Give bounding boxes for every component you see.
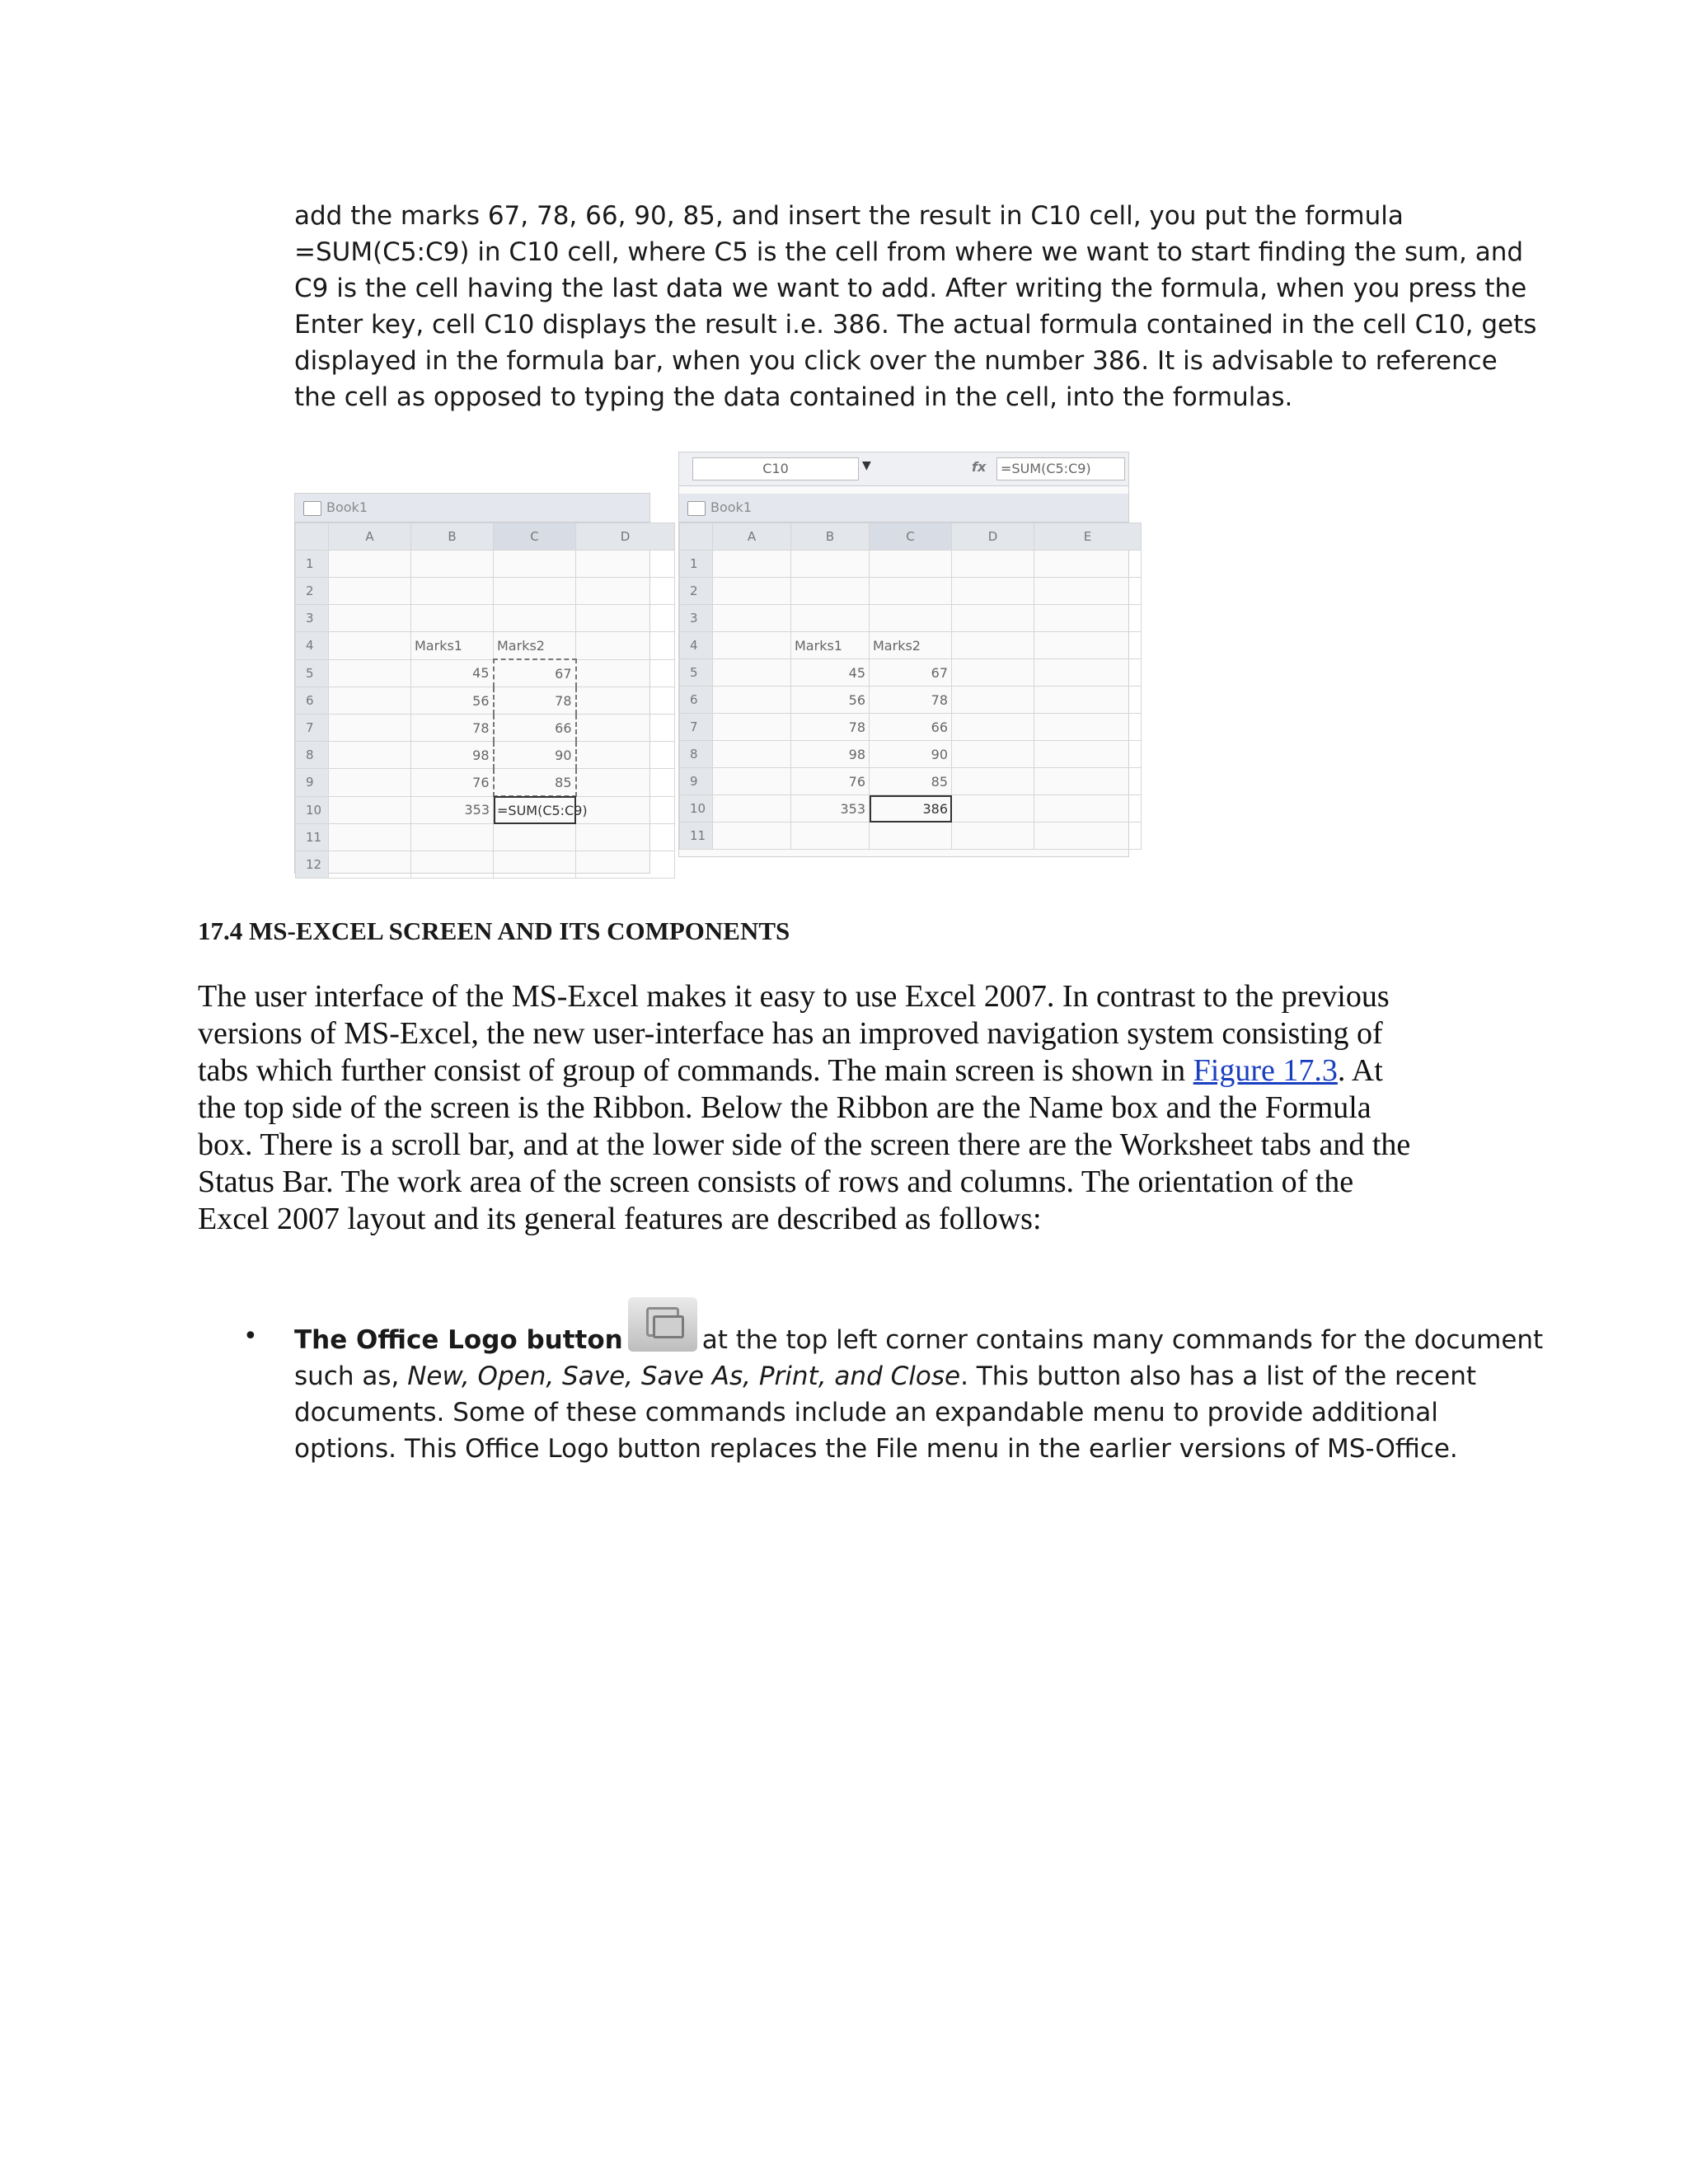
row-header[interactable]: 11 bbox=[680, 823, 713, 850]
cell[interactable] bbox=[791, 551, 870, 578]
body-text: tabs which further consist of group of commands. The main screen is shown in bbox=[198, 1053, 1193, 1088]
cell[interactable] bbox=[952, 687, 1034, 714]
cell[interactable] bbox=[713, 551, 791, 578]
cell[interactable]: 45 bbox=[791, 659, 870, 687]
cell[interactable] bbox=[576, 632, 675, 660]
cell[interactable] bbox=[411, 824, 494, 851]
cell[interactable] bbox=[576, 851, 675, 879]
bullet-text: . This button also has a list of the recent bbox=[960, 1361, 1477, 1391]
row-header[interactable]: 3 bbox=[680, 605, 713, 632]
cell[interactable] bbox=[1034, 687, 1142, 714]
cell[interactable]: 45 bbox=[411, 659, 494, 687]
select-all-corner[interactable] bbox=[296, 523, 329, 551]
row-header[interactable]: 8 bbox=[680, 741, 713, 768]
cell[interactable] bbox=[1034, 551, 1142, 578]
cell[interactable] bbox=[952, 714, 1034, 741]
cell[interactable] bbox=[1034, 578, 1142, 605]
cell[interactable] bbox=[952, 578, 1034, 605]
row-header[interactable]: 3 bbox=[296, 605, 329, 632]
cell[interactable]: 353 bbox=[791, 795, 870, 823]
workbook-title: Book1 bbox=[326, 499, 368, 515]
cell[interactable] bbox=[952, 768, 1034, 795]
cell[interactable]: 67 bbox=[494, 659, 576, 687]
intro-line: C9 is the cell having the last data we want to add. After writing the formula, when you press the bbox=[294, 274, 1527, 303]
cell[interactable] bbox=[576, 659, 675, 687]
column-header[interactable]: B bbox=[411, 523, 494, 551]
row-header[interactable]: 10 bbox=[296, 796, 329, 824]
workbook-icon bbox=[303, 501, 321, 516]
spreadsheet-figure-right bbox=[678, 452, 1129, 857]
cell[interactable] bbox=[494, 578, 576, 605]
cell[interactable] bbox=[870, 823, 952, 850]
cell[interactable]: Marks1 bbox=[411, 632, 494, 660]
office-logo-icon bbox=[628, 1297, 697, 1352]
cell[interactable] bbox=[576, 578, 675, 605]
row-header[interactable]: 9 bbox=[680, 768, 713, 795]
cell[interactable] bbox=[329, 605, 411, 632]
cell[interactable] bbox=[329, 851, 411, 879]
workbook-title: Book1 bbox=[710, 499, 752, 515]
cell[interactable] bbox=[576, 605, 675, 632]
cell[interactable] bbox=[494, 851, 576, 879]
worksheet-grid bbox=[295, 523, 675, 879]
cell[interactable] bbox=[952, 795, 1034, 823]
body-line: box. There is a scroll bar, and at the lower side of the screen there are the Worksheet tabs and the bbox=[198, 1127, 1411, 1162]
bullet-text: at the top left corner contains many commands for the document bbox=[701, 1325, 1544, 1355]
worksheet-grid bbox=[679, 523, 1142, 850]
row-header[interactable]: 9 bbox=[296, 769, 329, 797]
cell[interactable] bbox=[713, 823, 791, 850]
cell[interactable] bbox=[576, 551, 675, 578]
active-cell[interactable]: =SUM(C5:C9) bbox=[494, 796, 576, 824]
cell[interactable]: 76 bbox=[411, 769, 494, 797]
figure-link[interactable]: Figure 17.3 bbox=[1193, 1053, 1338, 1088]
cell[interactable] bbox=[791, 605, 870, 632]
cell[interactable] bbox=[411, 551, 494, 578]
cell[interactable] bbox=[713, 632, 791, 659]
intro-line: the cell as opposed to typing the data contained in the cell, into the formulas. bbox=[294, 382, 1293, 412]
cell[interactable] bbox=[791, 823, 870, 850]
cell[interactable]: Marks1 bbox=[791, 632, 870, 659]
cell[interactable] bbox=[952, 605, 1034, 632]
cell[interactable] bbox=[329, 659, 411, 687]
bullet-term: The Office Logo button bbox=[294, 1325, 623, 1355]
column-header[interactable]: D bbox=[576, 523, 675, 551]
name-box[interactable]: C10 bbox=[692, 457, 859, 480]
column-header[interactable]: A bbox=[329, 523, 411, 551]
cell[interactable]: 353 bbox=[411, 796, 494, 824]
workbook-titlebar bbox=[679, 494, 1128, 523]
cell[interactable] bbox=[1034, 632, 1142, 659]
cell[interactable] bbox=[494, 605, 576, 632]
column-header[interactable]: C bbox=[494, 523, 576, 551]
cell[interactable] bbox=[329, 769, 411, 797]
cell[interactable]: 78 bbox=[791, 714, 870, 741]
cell[interactable] bbox=[952, 741, 1034, 768]
cell[interactable] bbox=[713, 714, 791, 741]
cell[interactable] bbox=[1034, 659, 1142, 687]
cell[interactable] bbox=[713, 687, 791, 714]
cell[interactable] bbox=[329, 715, 411, 742]
cell[interactable] bbox=[329, 687, 411, 715]
row-header[interactable]: 2 bbox=[680, 578, 713, 605]
bullet-line bbox=[294, 1319, 1544, 1358]
insert-function-icon[interactable]: fx bbox=[972, 459, 987, 475]
cell[interactable] bbox=[576, 715, 675, 742]
cell[interactable] bbox=[713, 605, 791, 632]
body-line: The user interface of the MS-Excel makes it easy to use Excel 2007. In contrast to the previous bbox=[198, 979, 1390, 1014]
cell[interactable] bbox=[791, 578, 870, 605]
row-header[interactable]: 12 bbox=[296, 851, 329, 879]
cell[interactable] bbox=[411, 578, 494, 605]
workbook-titlebar bbox=[295, 494, 649, 523]
column-header[interactable]: B bbox=[791, 523, 870, 551]
cell[interactable] bbox=[494, 824, 576, 851]
cell[interactable]: Marks2 bbox=[870, 632, 952, 659]
select-all-corner[interactable] bbox=[680, 523, 713, 551]
command-list: New, Open, Save, Save As, Print, and Close bbox=[407, 1361, 961, 1391]
cell[interactable] bbox=[870, 578, 952, 605]
cell[interactable] bbox=[713, 795, 791, 823]
bullet-line: options. This Office Logo button replaces the File menu in the earlier versions of MS-Office. bbox=[294, 1434, 1458, 1464]
row-header[interactable]: 10 bbox=[680, 795, 713, 823]
row-header[interactable]: 1 bbox=[680, 551, 713, 578]
cell[interactable]: 78 bbox=[494, 687, 576, 715]
cell[interactable] bbox=[1034, 795, 1142, 823]
intro-line: displayed in the formula bar, when you click over the number 386. It is advisable to reference bbox=[294, 346, 1498, 376]
row-header[interactable]: 7 bbox=[296, 715, 329, 742]
intro-line: =SUM(C5:C9) in C10 cell, where C5 is the cell from where we want to start finding the sum, and bbox=[294, 237, 1524, 267]
cell[interactable] bbox=[1034, 823, 1142, 850]
cell[interactable] bbox=[952, 551, 1034, 578]
cell[interactable]: 67 bbox=[870, 659, 952, 687]
cell[interactable] bbox=[1034, 768, 1142, 795]
column-header[interactable]: D bbox=[952, 523, 1034, 551]
section-heading: 17.4 MS-EXCEL SCREEN AND ITS COMPONENTS bbox=[198, 916, 790, 945]
cell[interactable] bbox=[329, 796, 411, 824]
cell[interactable] bbox=[713, 659, 791, 687]
cell[interactable] bbox=[713, 741, 791, 768]
cell[interactable] bbox=[1034, 741, 1142, 768]
cell[interactable] bbox=[329, 824, 411, 851]
body-line: Status Bar. The work area of the screen consists of rows and columns. The orientation of the bbox=[198, 1165, 1354, 1199]
cell[interactable]: 90 bbox=[870, 741, 952, 768]
formula-bar bbox=[679, 452, 1128, 486]
formula-input[interactable]: =SUM(C5:C9) bbox=[996, 457, 1125, 480]
cell[interactable] bbox=[576, 769, 675, 797]
body-line: Excel 2007 layout and its general features are described as follows: bbox=[198, 1202, 1042, 1236]
column-header[interactable]: C bbox=[870, 523, 952, 551]
bullet-marker: • bbox=[243, 1322, 258, 1351]
row-header[interactable]: 5 bbox=[680, 659, 713, 687]
cell[interactable]: 98 bbox=[791, 741, 870, 768]
row-header[interactable]: 4 bbox=[680, 632, 713, 659]
intro-line: Enter key, cell C10 displays the result i.e. 386. The actual formula contained in the cell C10, gets bbox=[294, 310, 1537, 340]
bullet-line bbox=[294, 1358, 1481, 1394]
body-line: the top side of the screen is the Ribbon. Below the Ribbon are the Name box and the Formula bbox=[198, 1090, 1372, 1125]
cell[interactable]: 85 bbox=[870, 768, 952, 795]
cell[interactable]: 56 bbox=[411, 687, 494, 715]
cell[interactable]: 98 bbox=[411, 742, 494, 769]
body-text: . At bbox=[1337, 1053, 1383, 1088]
cell[interactable]: 78 bbox=[870, 687, 952, 714]
active-cell[interactable]: 386 bbox=[870, 795, 952, 823]
body-line bbox=[198, 1052, 1500, 1090]
cell[interactable] bbox=[329, 742, 411, 769]
chevron-down-icon[interactable]: ▼ bbox=[862, 459, 871, 472]
row-header[interactable]: 2 bbox=[296, 578, 329, 605]
bullet-item bbox=[243, 1319, 1544, 1467]
cell[interactable] bbox=[329, 632, 411, 660]
cell[interactable] bbox=[576, 796, 675, 824]
cell[interactable] bbox=[870, 605, 952, 632]
spreadsheet-figure-left bbox=[294, 493, 650, 874]
cell[interactable] bbox=[329, 578, 411, 605]
cell[interactable]: 85 bbox=[494, 769, 576, 797]
cell[interactable]: Marks2 bbox=[494, 632, 576, 660]
row-header[interactable]: 5 bbox=[296, 659, 329, 687]
intro-line: add the marks 67, 78, 66, 90, 85, and insert the result in C10 cell, you put the formula bbox=[294, 201, 1404, 231]
cell[interactable] bbox=[952, 632, 1034, 659]
cell[interactable] bbox=[713, 768, 791, 795]
workbook-icon bbox=[687, 501, 706, 516]
cell[interactable]: 76 bbox=[791, 768, 870, 795]
column-header[interactable]: E bbox=[1034, 523, 1142, 551]
cell[interactable] bbox=[329, 551, 411, 578]
cell[interactable] bbox=[576, 687, 675, 715]
cell[interactable] bbox=[952, 659, 1034, 687]
cell[interactable]: 78 bbox=[411, 715, 494, 742]
row-header[interactable]: 1 bbox=[296, 551, 329, 578]
cell[interactable] bbox=[870, 551, 952, 578]
row-header[interactable]: 6 bbox=[296, 687, 329, 715]
body-line: versions of MS-Excel, the new user-interface has an improved navigation system consisting of bbox=[198, 1016, 1383, 1051]
bullet-text: such as, bbox=[294, 1361, 408, 1391]
cell[interactable]: 66 bbox=[870, 714, 952, 741]
row-header[interactable]: 8 bbox=[296, 742, 329, 769]
body-paragraph bbox=[198, 978, 1500, 1238]
cell[interactable] bbox=[576, 742, 675, 769]
cell[interactable] bbox=[1034, 605, 1142, 632]
cell[interactable] bbox=[713, 578, 791, 605]
cell[interactable] bbox=[494, 551, 576, 578]
cell[interactable] bbox=[952, 823, 1034, 850]
cell[interactable]: 66 bbox=[494, 715, 576, 742]
row-header[interactable]: 7 bbox=[680, 714, 713, 741]
row-header[interactable]: 6 bbox=[680, 687, 713, 714]
cell[interactable] bbox=[411, 851, 494, 879]
row-header[interactable]: 11 bbox=[296, 824, 329, 851]
intro-paragraph bbox=[294, 198, 1537, 415]
row-header[interactable]: 4 bbox=[296, 632, 329, 660]
cell[interactable] bbox=[1034, 714, 1142, 741]
cell[interactable] bbox=[411, 605, 494, 632]
cell[interactable]: 90 bbox=[494, 742, 576, 769]
cell[interactable]: 56 bbox=[791, 687, 870, 714]
column-header[interactable]: A bbox=[713, 523, 791, 551]
bullet-line: documents. Some of these commands include an expandable menu to provide additional bbox=[294, 1398, 1438, 1427]
cell[interactable] bbox=[576, 824, 675, 851]
